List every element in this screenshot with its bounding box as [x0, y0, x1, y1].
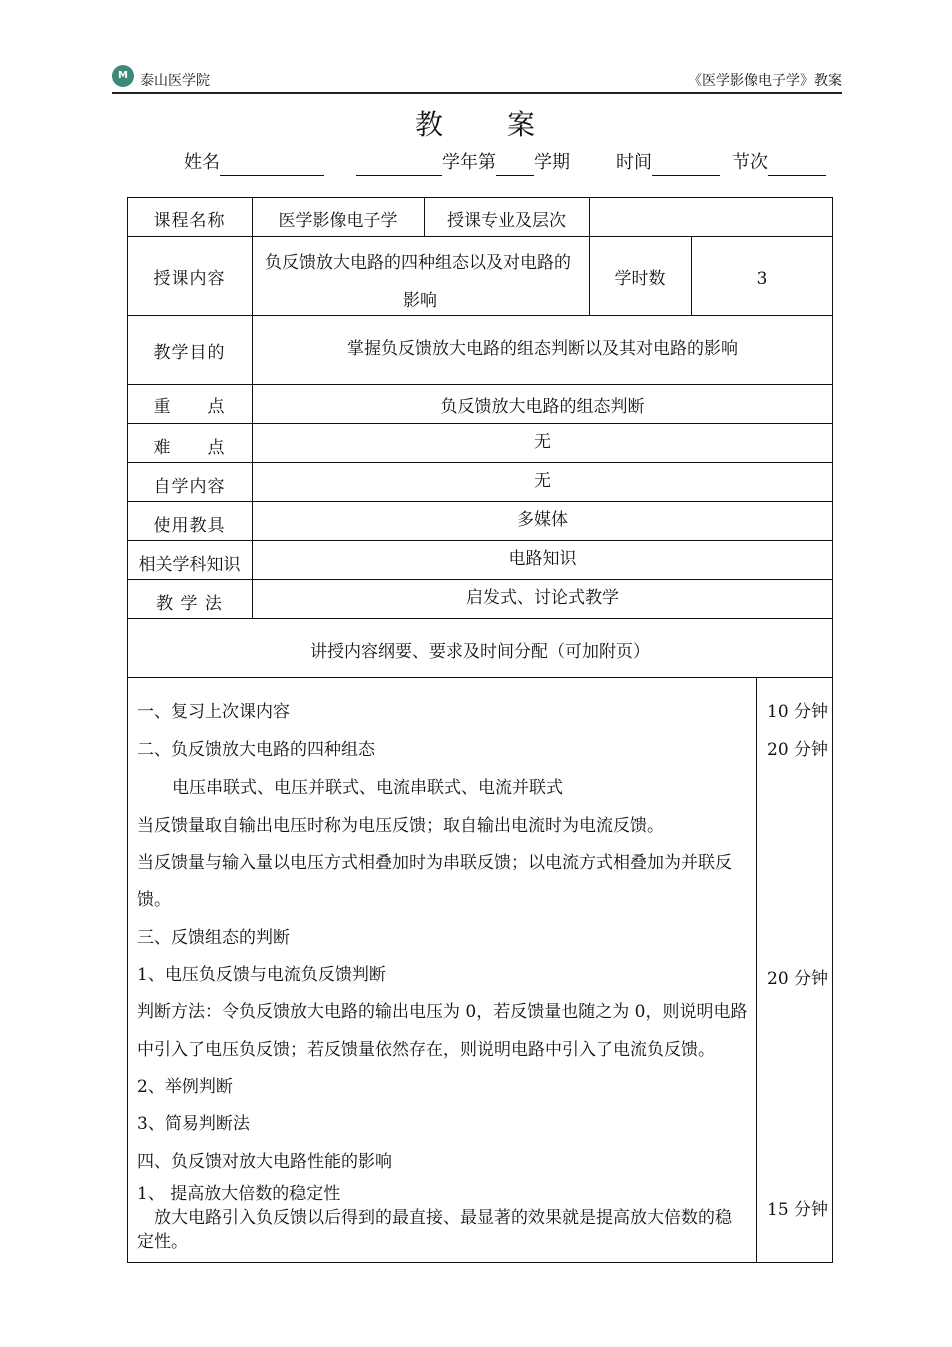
hours-label: 学时数: [614, 268, 666, 289]
name-blank: [220, 155, 324, 176]
session-blank: [768, 155, 826, 176]
course-name-label: 课程名称: [153, 210, 226, 231]
key-point-label: 重 点: [153, 397, 226, 418]
course-title-header: 《医学影像电子学》教案: [688, 73, 842, 89]
session-field: [732, 150, 826, 176]
time-allocation: 10 分钟: [767, 702, 829, 722]
outline-line: 放大电路引入负反馈以后得到的最直接、最显著的效果就是提高放大倍数的稳: [154, 1208, 732, 1228]
outline-line: 二、负反馈放大电路的四种组态: [137, 740, 375, 760]
outline-line: 馈。: [137, 890, 171, 910]
title-char-1: 教: [414, 108, 445, 141]
tools-label: 使用教具: [153, 515, 226, 536]
content-line-2: 影响: [403, 291, 437, 311]
content-label: 授课内容: [153, 268, 226, 289]
time-allocation: 20 分钟: [767, 969, 829, 989]
difficulty-value: 无: [534, 432, 551, 453]
outline-line: 电压串联式、电压并联式、电流串联式、电流并联式: [172, 778, 563, 798]
key-point-value: 负反馈放大电路的组态判断: [440, 397, 645, 418]
related-knowledge-label: 相关学科知识: [138, 554, 241, 575]
major-label: 授课专业及层次: [447, 210, 566, 231]
outline-line: 3、简易判断法: [137, 1114, 250, 1134]
year-label: 学年第: [442, 152, 496, 173]
name-field: [184, 150, 324, 176]
outline-header: 讲授内容纲要、要求及时间分配（可加附页）: [310, 641, 650, 662]
outline-line: 四、负反馈对放大电路性能的影响: [137, 1152, 392, 1172]
term-label: 学期: [534, 152, 570, 173]
course-name-value: 医学影像电子学: [278, 210, 398, 231]
goal-label: 教学目的: [153, 342, 226, 363]
outline-line: 当反馈量与输入量以电压方式相叠加时为串联反馈；以电流方式相叠加为并联反: [137, 853, 732, 873]
outline-line: 一、复习上次课内容: [137, 702, 290, 722]
time-label: 时间: [616, 152, 652, 173]
self-study-value: 无: [534, 471, 551, 492]
content-value: [265, 244, 571, 320]
related-knowledge-value: 电路知识: [508, 549, 577, 570]
tools-value: 多媒体: [517, 510, 568, 531]
time-field: [616, 150, 720, 176]
year-blank: [356, 155, 442, 176]
column-divider: [756, 677, 757, 1263]
name-label: 姓名: [184, 152, 220, 173]
outline-line: 当反馈量取自输出电压时称为电压反馈；取自输出电流时为电流反馈。: [137, 816, 664, 836]
term-blank: [496, 155, 534, 176]
goal-value: 掌握负反馈放大电路的组态判断以及其对电路的影响: [347, 338, 738, 359]
outline-line: 中引入了电压负反馈；若反馈量依然存在，则说明电路中引入了电流负反馈。: [137, 1040, 715, 1060]
page-header: [112, 64, 842, 94]
time-allocation: 20 分钟: [767, 740, 829, 760]
method-value: 启发式、讨论式教学: [466, 588, 619, 609]
document-title: [0, 103, 952, 143]
difficulty-label: 难 点: [153, 437, 226, 458]
outline-line: 1、电压负反馈与电流负反馈判断: [137, 965, 386, 985]
outline-line: 2、举例判断: [137, 1077, 233, 1097]
self-study-label: 自学内容: [153, 476, 226, 497]
method-label: 教 学 法: [156, 593, 223, 614]
outline-line: 判断方法：令负反馈放大电路的输出电压为 0，若反馈量也随之为 0，则说明电路: [137, 1002, 748, 1022]
year-field: [356, 150, 570, 176]
session-label: 节次: [732, 152, 768, 173]
time-blank: [652, 155, 720, 176]
outline-line: 三、反馈组态的判断: [137, 928, 290, 948]
content-line-1: 负反馈放大电路的四种组态以及对电路的: [265, 253, 571, 273]
outline-line: 1、 提高放大倍数的稳定性: [137, 1184, 341, 1204]
title-char-2: 案: [507, 108, 538, 141]
school-logo-icon: M: [112, 65, 134, 87]
hours-value: 3: [756, 268, 768, 289]
time-allocation: 15 分钟: [767, 1200, 829, 1220]
school-name: 泰山医学院: [140, 73, 210, 89]
outline-line: 定性。: [137, 1232, 188, 1252]
